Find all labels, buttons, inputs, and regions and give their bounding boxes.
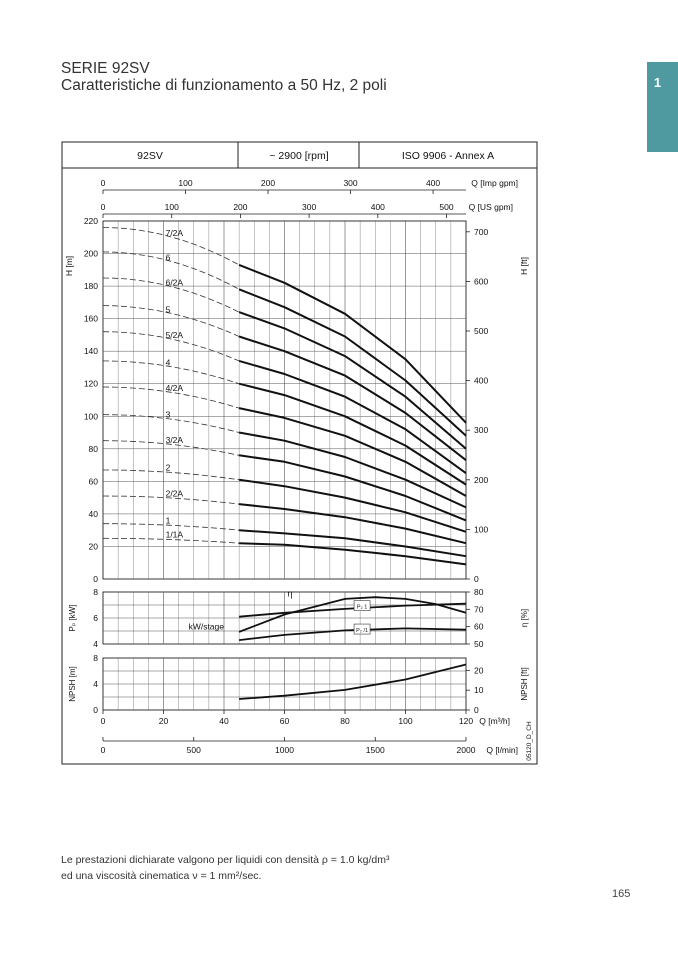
head-tick-label: 180 — [83, 281, 98, 292]
npsh-ft-tick-label: 10 — [474, 685, 484, 696]
npsh-tick-label: 0 — [93, 705, 98, 715]
head-curve-3 — [239, 433, 466, 508]
q-lmin-tick-label: 2000 — [456, 745, 476, 755]
q-lmin-tick-label: 1000 — [275, 745, 294, 755]
imp-gpm-tick-label: 200 — [260, 178, 276, 188]
head-ft-tick-label: 100 — [474, 524, 489, 535]
head-tick-label: 120 — [83, 378, 98, 389]
power-tick-label: 8 — [93, 587, 98, 597]
eta-axis-label: η [%] — [520, 608, 529, 628]
imp-gpm-axis-label: Q [Imp gpm] — [471, 178, 518, 188]
chart-subtitle: Caratteristiche di funzionamento a 50 Hz, 2 poli — [61, 77, 387, 94]
head-curve-dashed-4 — [103, 361, 239, 384]
head-tick-label: 220 — [83, 216, 98, 226]
npsh-ft-axis-label: NPSH [ft] — [520, 667, 529, 701]
us-gpm-tick-label: 300 — [302, 202, 317, 212]
head-curve-label: 5/2A — [165, 329, 184, 340]
chapter-tab-number: 1 — [653, 75, 662, 90]
chart-code: 05120_D_CH — [526, 721, 533, 761]
header-speed: ~ 2900 [rpm] — [269, 150, 329, 162]
chapter-tab[interactable] — [647, 62, 678, 152]
us-gpm-axis-label: Q [US gpm] — [468, 202, 513, 212]
us-gpm-tick-label: 500 — [439, 202, 454, 212]
head-curve-label: 7/2A — [165, 228, 184, 239]
head-tick-label: 200 — [83, 248, 98, 259]
page-title — [61, 60, 387, 94]
head-curve-label: 3/2A — [165, 434, 184, 445]
head-ft-tick-label: 500 — [474, 326, 489, 337]
q-m3h-tick-label: 80 — [340, 716, 350, 726]
head-curve-label: 4 — [165, 357, 171, 368]
eta-tick-label: 80 — [474, 587, 484, 597]
eta-tick-label: 60 — [474, 621, 484, 632]
head-curve-label: 6 — [165, 252, 171, 263]
head-curve-4-2A — [239, 408, 466, 496]
npsh-ft-tick-label: 0 — [474, 705, 479, 715]
head-curve-3-2A — [239, 455, 466, 520]
npsh-tick-label: 4 — [93, 679, 98, 689]
npsh-axis-label: NPSH [m] — [68, 666, 77, 702]
q-lmin-tick-label: 500 — [186, 745, 201, 755]
head-ft-tick-label: 400 — [474, 375, 489, 386]
header-standard: ISO 9906 - Annex A — [401, 150, 495, 162]
power-curve-lower — [239, 628, 466, 640]
header-model: 92SV — [137, 150, 163, 162]
series-title: SERIE 92SV — [61, 60, 150, 77]
power-curve-upper — [239, 604, 466, 617]
power-tick-label: 4 — [93, 639, 98, 649]
q-m3h-tick-label: 0 — [100, 716, 106, 726]
head-curve-label: 5 — [165, 304, 171, 315]
footnote-line-1: Le prestazioni dichiarate valgono per liquidi con densità ρ = 1.0 kg/dm³ — [61, 854, 390, 866]
q-m3h-tick-label: 120 — [458, 716, 474, 726]
head-tick-label: 100 — [83, 411, 98, 422]
pump-performance-chart — [61, 141, 539, 767]
power-tick-label: 6 — [93, 613, 98, 623]
head-ft-axis-label: H [ft] — [519, 257, 529, 275]
imp-gpm-tick-label: 100 — [178, 178, 193, 188]
head-ft-tick-label: 0 — [474, 574, 479, 584]
head-curve-label: 3 — [165, 409, 171, 420]
power-per-stage-label: kW/stage — [188, 621, 224, 632]
head-curve-dashed-2 — [103, 470, 239, 480]
q-lmin-tick-label: 0 — [100, 745, 106, 755]
npsh-ft-tick-label: 20 — [474, 665, 484, 676]
imp-gpm-tick-label: 0 — [100, 178, 106, 188]
head-curve-label: 1/1A — [165, 529, 184, 540]
power-axis-label: Pₚ [kW] — [68, 604, 77, 632]
q-lmin-axis-label: Q [l/min] — [486, 745, 518, 755]
head-curve-label: 6/2A — [165, 277, 184, 288]
npsh-curve — [239, 665, 466, 700]
head-ft-tick-label: 200 — [474, 474, 489, 485]
head-curve-2-2A — [239, 504, 466, 543]
head-curve-6 — [239, 289, 466, 436]
us-gpm-tick-label: 200 — [233, 202, 248, 212]
head-curve-label: 4/2A — [165, 382, 184, 393]
head-ft-tick-label: 300 — [474, 425, 489, 436]
head-tick-label: 60 — [88, 476, 98, 487]
head-curve-label: 2/2A — [165, 488, 184, 499]
head-tick-label: 40 — [88, 508, 98, 519]
footnote — [61, 852, 389, 884]
us-gpm-tick-label: 400 — [370, 202, 385, 212]
q-m3h-tick-label: 40 — [219, 716, 229, 726]
page-number: 165 — [612, 888, 631, 900]
head-curve-5 — [239, 337, 466, 461]
eta-tick-label: 50 — [474, 639, 484, 649]
head-curve-label: 1 — [165, 515, 171, 526]
q-m3h-tick-label: 100 — [398, 716, 413, 726]
head-tick-label: 160 — [83, 313, 98, 324]
head-ft-tick-label: 700 — [474, 226, 489, 237]
head-curve-7-2A — [239, 265, 466, 423]
footnote-line-2: ed una viscosità cinematica ν = 1 mm²/sec. — [61, 870, 262, 882]
head-curve-5-2A — [239, 361, 466, 473]
head-curve-dashed-3 — [103, 415, 239, 433]
eta-tick-label: 70 — [474, 604, 484, 615]
head-tick-label: 20 — [88, 541, 98, 552]
head-tick-label: 0 — [93, 574, 98, 584]
imp-gpm-tick-label: 300 — [343, 178, 358, 188]
head-tick-label: 80 — [88, 443, 98, 454]
q-m3h-tick-label: 20 — [158, 716, 169, 726]
efficiency-label: η — [287, 588, 293, 599]
head-curve-label: 2 — [165, 462, 171, 473]
npsh-tick-label: 8 — [93, 653, 98, 663]
us-gpm-tick-label: 0 — [100, 202, 106, 212]
power-tag-lower: P₂ /1 — [356, 628, 369, 635]
head-ft-tick-label: 600 — [474, 276, 489, 287]
q-m3h-tick-label: 60 — [279, 716, 290, 726]
head-axis-label: H [m] — [64, 255, 74, 277]
power-tag-upper: P₂ 1 — [356, 604, 368, 611]
imp-gpm-tick-label: 400 — [425, 178, 441, 188]
head-tick-label: 140 — [83, 346, 98, 357]
q-lmin-tick-label: 1500 — [365, 745, 385, 755]
us-gpm-tick-label: 100 — [164, 202, 179, 212]
q-m3h-axis-label: Q [m³/h] — [479, 716, 510, 726]
